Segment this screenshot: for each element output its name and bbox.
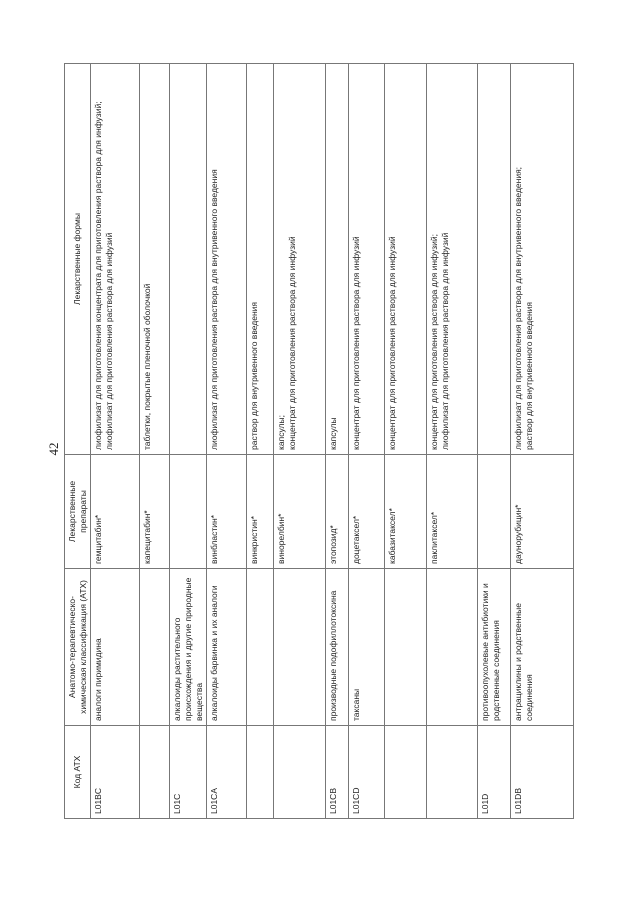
dosage-form-cell: [427, 64, 478, 455]
dosage-form-line: раствор для внутривенного введения: [249, 301, 260, 450]
atc-classification-cell: [247, 569, 274, 726]
table-row: [511, 64, 574, 819]
atc-code-cell: L01DB: [511, 726, 574, 819]
drug-name-cell: кабазитаксел*: [385, 455, 427, 569]
atc-code-cell: [274, 726, 326, 819]
dosage-form-cell: [511, 64, 574, 455]
atc-classification-cell: [427, 569, 478, 726]
dosage-form-cell: [478, 64, 511, 455]
atc-classification-cell: [140, 569, 170, 726]
dosage-form-line: концентрат для приготовления раствора для инфузий;: [429, 234, 440, 450]
dosage-form-line: концентрат для приготовления раствора для инфузий: [286, 236, 297, 450]
dosage-form-line: концентрат для приготовления раствора для инфузий: [351, 236, 362, 450]
table-row: [349, 64, 385, 819]
header-dosage-forms: Лекарственные формы: [65, 64, 91, 455]
dosage-form-line: концентрат для приготовления раствора для инфузий: [387, 236, 398, 450]
atc-code-cell: [247, 726, 274, 819]
dosage-form-cell: [349, 64, 385, 455]
drug-name-cell: винорелбин*: [274, 455, 326, 569]
drug-table: [64, 63, 574, 819]
drug-name-cell: даунорубицин*: [511, 455, 574, 569]
atc-code-cell: L01CA: [207, 726, 247, 819]
table-row: [140, 64, 170, 819]
table-row: [247, 64, 274, 819]
dosage-form-line: капсулы: [328, 417, 339, 450]
atc-classification-cell: антрациклины и родственные соединения: [511, 569, 574, 726]
table-row: [427, 64, 478, 819]
drug-name-cell: гемцитабин*: [91, 455, 140, 569]
atc-classification-cell: противоопухолевые антибиотики и родственные соединения: [478, 569, 511, 726]
drug-name-cell: капецитабин*: [140, 455, 170, 569]
table-row: [207, 64, 247, 819]
drug-name-cell: винбластин*: [207, 455, 247, 569]
table-header-row: [65, 64, 91, 819]
atc-code-cell: L01BC: [91, 726, 140, 819]
atc-classification-cell: производные подофиллотоксина: [326, 569, 349, 726]
atc-code-cell: [140, 726, 170, 819]
table-row: [274, 64, 326, 819]
atc-classification-cell: [274, 569, 326, 726]
drug-name-cell: этопозид*: [326, 455, 349, 569]
atc-code-cell: [385, 726, 427, 819]
dosage-form-cell: [170, 64, 207, 455]
drug-name-cell: доцетаксел*: [349, 455, 385, 569]
drug-name-cell: винкристин*: [247, 455, 274, 569]
dosage-form-cell: [326, 64, 349, 455]
dosage-form-line: таблетки, покрытые пленочной оболочкой: [142, 283, 153, 450]
header-atc-code: Код АТХ: [65, 726, 91, 819]
dosage-form-cell: [385, 64, 427, 455]
atc-classification-cell: алкалоиды растительного происхождения и другие природные вещества: [170, 569, 207, 726]
page-number: 42: [46, 442, 61, 456]
atc-code-cell: [427, 726, 478, 819]
drug-table-wrapper: [64, 64, 570, 819]
header-atc-classification: Анатомо-терапевтическо-химическая классификация (АТХ): [65, 569, 91, 726]
dosage-form-line: капсулы;: [276, 415, 287, 450]
atc-code-cell: L01CB: [326, 726, 349, 819]
dosage-form-line: лиофилизат для приготовления раствора для внутривенного введения: [209, 169, 220, 450]
dosage-form-cell: [91, 64, 140, 455]
atc-code-cell: L01D: [478, 726, 511, 819]
drug-name-cell: [170, 455, 207, 569]
atc-classification-cell: аналоги пиримидина: [91, 569, 140, 726]
drug-name-cell: паклитаксел*: [427, 455, 478, 569]
dosage-form-cell: [207, 64, 247, 455]
dosage-form-line: лиофилизат для приготовления концентрата для приготовления раствора для инфузий;: [93, 101, 104, 450]
atc-classification-cell: алкалоиды барвинка и их аналоги: [207, 569, 247, 726]
dosage-form-line: раствор для внутривенного введения: [523, 301, 534, 450]
atc-classification-cell: таксаны: [349, 569, 385, 726]
dosage-form-line: лиофилизат для приготовления раствора для внутривенного введения;: [513, 166, 524, 450]
table-row: [385, 64, 427, 819]
drug-name-cell: [478, 455, 511, 569]
table-row: [170, 64, 207, 819]
table-body: [91, 64, 574, 819]
dosage-form-line: лиофилизат для приготовления раствора для инфузий: [103, 232, 114, 450]
table-row: [326, 64, 349, 819]
dosage-form-cell: [140, 64, 170, 455]
dosage-form-cell: [247, 64, 274, 455]
atc-code-cell: L01C: [170, 726, 207, 819]
atc-classification-cell: [385, 569, 427, 726]
table-row: [478, 64, 511, 819]
header-drugs: Лекарственные препараты: [65, 455, 91, 569]
table-row: [91, 64, 140, 819]
atc-code-cell: L01CD: [349, 726, 385, 819]
dosage-form-line: лиофилизат для приготовления раствора для инфузий: [439, 232, 450, 450]
dosage-form-cell: [274, 64, 326, 455]
